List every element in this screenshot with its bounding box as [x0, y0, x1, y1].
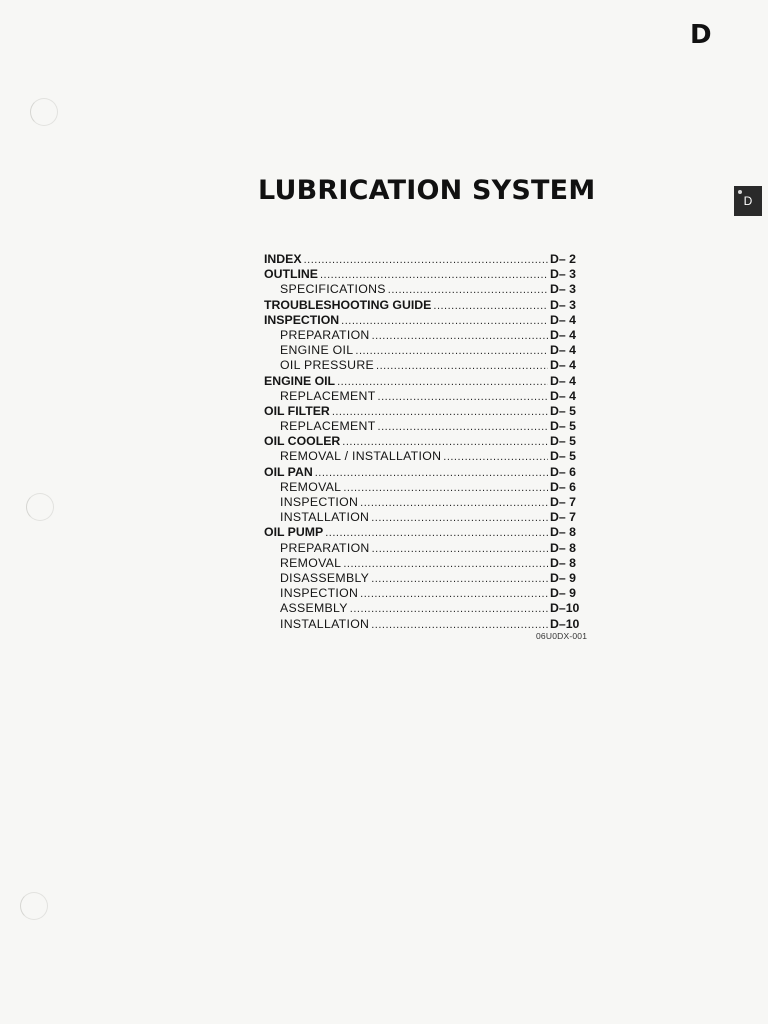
toc-label: DISASSEMBLY — [280, 570, 370, 585]
punch-hole-icon — [20, 892, 48, 920]
toc-page-number: D– 5 — [550, 449, 576, 464]
toc-label: ENGINE OIL — [280, 343, 354, 358]
toc-subentry[interactable] — [264, 571, 584, 586]
toc-entry[interactable] — [264, 404, 584, 419]
toc-entry[interactable] — [264, 374, 584, 389]
section-tab[interactable] — [734, 186, 762, 216]
toc-label: OIL PUMP — [264, 525, 324, 540]
toc-page-number: D– 4 — [550, 388, 576, 403]
toc-page-number: D– 4 — [550, 358, 576, 373]
toc-label: PREPARATION — [280, 327, 370, 342]
toc-leader-dots — [372, 542, 548, 557]
toc-subentry[interactable] — [264, 495, 584, 510]
toc-page-number: D–10 — [550, 616, 580, 631]
toc-page-number: D– 3 — [550, 297, 576, 312]
toc-entry[interactable] — [264, 267, 584, 282]
table-of-contents — [264, 252, 584, 632]
tab-dot-icon — [738, 190, 742, 194]
toc-label: TROUBLESHOOTING GUIDE — [264, 297, 432, 312]
toc-page-number: D– 4 — [550, 327, 576, 342]
toc-subentry[interactable] — [264, 541, 584, 556]
toc-subentry[interactable] — [264, 449, 584, 464]
section-letter: D — [690, 20, 712, 50]
toc-leader-dots — [360, 496, 548, 511]
toc-entry[interactable] — [264, 252, 584, 267]
punch-hole-icon — [26, 493, 54, 521]
toc-leader-dots — [320, 268, 548, 283]
toc-subentry[interactable] — [264, 389, 584, 404]
toc-page-number: D– 4 — [550, 343, 576, 358]
toc-label: PREPARATION — [280, 540, 370, 555]
toc-page-number: D– 5 — [550, 403, 576, 418]
toc-label: SPECIFICATIONS — [280, 282, 386, 297]
toc-subentry[interactable] — [264, 586, 584, 601]
toc-label: INSPECTION — [264, 312, 340, 327]
toc-leader-dots — [304, 253, 548, 268]
toc-subentry[interactable] — [264, 617, 584, 632]
toc-label: OUTLINE — [264, 267, 318, 282]
toc-label: INSTALLATION — [280, 510, 370, 525]
toc-label: ENGINE OIL — [264, 373, 336, 388]
toc-entry[interactable] — [264, 434, 584, 449]
toc-label: INSPECTION — [280, 586, 359, 601]
toc-page-number: D– 9 — [550, 586, 576, 601]
toc-leader-dots — [378, 390, 548, 405]
toc-leader-dots — [315, 466, 548, 481]
toc-page-number: D– 4 — [550, 312, 576, 327]
toc-label: REPLACEMENT — [280, 419, 376, 434]
toc-page-number: D– 8 — [550, 540, 576, 555]
toc-leader-dots — [371, 618, 548, 633]
toc-leader-dots — [360, 587, 548, 602]
toc-subentry[interactable] — [264, 480, 584, 495]
toc-leader-dots — [388, 283, 548, 298]
toc-leader-dots — [371, 572, 548, 587]
page-title: LUBRICATION SYSTEM — [258, 175, 596, 206]
toc-subentry[interactable] — [264, 510, 584, 525]
section-tab-label: D — [743, 194, 753, 208]
toc-leader-dots — [443, 450, 548, 465]
toc-label: ASSEMBLY — [280, 601, 348, 616]
toc-subentry[interactable] — [264, 282, 584, 297]
toc-subentry[interactable] — [264, 556, 584, 571]
toc-label: OIL COOLER — [264, 434, 341, 449]
toc-page-number: D– 7 — [550, 495, 576, 509]
toc-label: REMOVAL — [280, 479, 342, 494]
toc-leader-dots — [372, 329, 548, 344]
toc-page-number: D– 4 — [550, 373, 576, 388]
toc-page-number: D– 6 — [550, 479, 576, 494]
toc-label: OIL PAN — [264, 464, 313, 479]
toc-label: INDEX — [264, 252, 302, 266]
toc-leader-dots — [371, 511, 548, 526]
toc-leader-dots — [342, 435, 548, 450]
toc-page-number: D– 3 — [550, 267, 576, 282]
toc-subentry[interactable] — [264, 419, 584, 434]
toc-page-number: D– 5 — [550, 419, 576, 434]
toc-label: INSPECTION — [280, 495, 359, 509]
toc-label: INSTALLATION — [280, 616, 370, 631]
toc-page-number: D– 9 — [550, 570, 576, 585]
toc-page-number: D– 8 — [550, 525, 576, 540]
toc-entry[interactable] — [264, 525, 584, 540]
toc-leader-dots — [433, 299, 548, 314]
toc-page-number: D– 5 — [550, 434, 576, 449]
figure-code: 06U0DX-001 — [536, 631, 588, 641]
toc-subentry[interactable] — [264, 328, 584, 343]
toc-subentry[interactable] — [264, 343, 584, 358]
toc-page-number: D– 7 — [550, 510, 576, 525]
toc-entry[interactable] — [264, 465, 584, 480]
toc-leader-dots — [355, 344, 548, 359]
toc-page-number: D– 3 — [550, 282, 576, 297]
toc-label: REMOVAL / INSTALLATION — [280, 449, 442, 464]
toc-label: REPLACEMENT — [280, 388, 376, 403]
toc-leader-dots — [325, 526, 548, 541]
toc-leader-dots — [332, 405, 548, 420]
toc-leader-dots — [343, 481, 548, 496]
toc-leader-dots — [343, 557, 548, 572]
toc-leader-dots — [378, 420, 548, 435]
toc-page-number: D– 2 — [550, 252, 576, 266]
toc-subentry[interactable] — [264, 358, 584, 373]
toc-leader-dots — [376, 359, 548, 374]
toc-label: OIL FILTER — [264, 403, 330, 418]
toc-page-number: D– 6 — [550, 464, 576, 479]
toc-entry[interactable] — [264, 298, 584, 313]
toc-leader-dots — [341, 314, 548, 329]
toc-subentry[interactable] — [264, 601, 584, 616]
toc-entry[interactable] — [264, 313, 584, 328]
toc-page-number: D– 8 — [550, 555, 576, 570]
toc-page-number: D–10 — [550, 601, 580, 616]
punch-hole-icon — [30, 98, 58, 126]
toc-label: OIL PRESSURE — [280, 358, 375, 373]
toc-leader-dots — [337, 375, 548, 390]
toc-leader-dots — [350, 602, 548, 617]
toc-label: REMOVAL — [280, 555, 342, 570]
